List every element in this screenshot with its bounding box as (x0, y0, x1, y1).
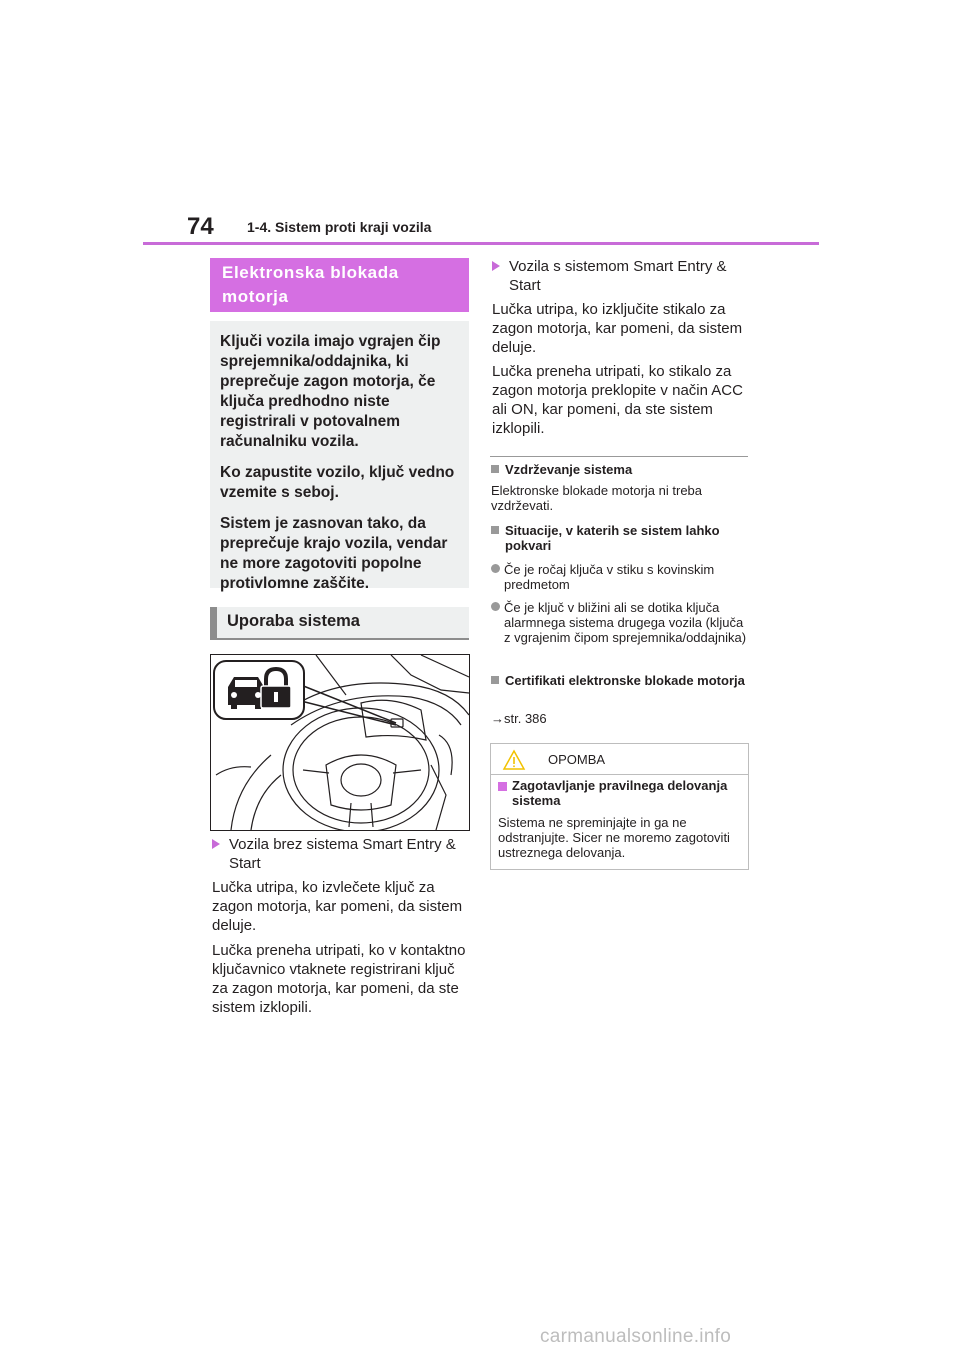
caution-triangle-icon (502, 749, 526, 771)
section-heading-engine-immobilizer (210, 258, 469, 312)
intro-box (210, 321, 469, 592)
section-heading-system-use: Uporaba sistema (210, 607, 469, 640)
note-heading-text: Certifikati elektronske blokade motorja (505, 673, 745, 688)
notes-divider (490, 456, 748, 457)
intro-paragraph: Sistem je zasnovan tako, da preprečuje krajo vozila, vendar ne more zagotoviti popolne protivlomne zaščite. (220, 515, 448, 592)
triangle-bullet-icon (212, 839, 220, 849)
bullet-text: Vozila s sistemom Smart Entry & Start (509, 258, 727, 294)
note-heading-text: Situacije, v katerih se sistem lahko pokvari (505, 523, 720, 553)
dashboard-illustration (210, 654, 470, 831)
notice-title: Zagotavljanje pravilnega delovanja sistema (512, 778, 728, 808)
page-number: 74 (187, 213, 214, 240)
bullet-item (212, 835, 462, 873)
watermark: carmanualsonline.info (540, 1326, 732, 1347)
list-item (491, 562, 749, 592)
notice-label: OPOMBA (548, 752, 606, 767)
intro-paragraph: Ko zapustite vozilo, ključ vedno vzemite s seboj. (220, 464, 455, 501)
notice-box (490, 743, 749, 870)
square-bullet-icon (491, 676, 499, 684)
chapter-title: 1-4. Sistem proti kraji vozila (247, 219, 432, 235)
note-heading (491, 462, 749, 477)
note-heading-text: Vzdrževanje sistema (505, 462, 633, 477)
note-heading (491, 673, 749, 688)
note-heading (491, 523, 749, 553)
list-item (491, 600, 749, 645)
square-bullet-icon (498, 782, 507, 791)
list-item-text: Če je ključ v bližini ali se dotika ključa alarmnega sistema drugega vozila (ključa z vgrajenim čipom sprejemnika/oddajnika) (504, 600, 747, 645)
bullet-text: Vozila brez sistema Smart Entry & Start (229, 836, 456, 872)
body-paragraph: Lučka utripa, ko izvlečete ključ za zagon motorja, kar pomeni, da sistem deluje. (212, 879, 463, 934)
square-bullet-icon (491, 526, 499, 534)
square-bullet-icon (491, 465, 499, 473)
notice-text: Sistema ne spreminjajte in ga ne odstranjujte. Sicer ne moremo zagotoviti ustreznega delovanja. (498, 815, 730, 860)
note-text: Elektronske blokade motorja ni treba vzdrževati. (491, 483, 703, 513)
body-paragraph: Lučka preneha utripati, ko stikalo za zagon motorja preklopite v način ACC ali ON, kar pomeni, da ste sistem izklopili. (492, 363, 743, 437)
page-reference-link[interactable]: →str. 386 (491, 711, 547, 726)
circle-bullet-icon (491, 564, 500, 573)
body-paragraph: Lučka preneha utripati, ko v kontaktno ključavnico vtaknete registrirani ključ za zagon motorja, kar pomeni, da ste sistem izklopili. (212, 942, 466, 1016)
bullet-item (492, 257, 732, 295)
lock-indicator-icon (214, 661, 304, 719)
circle-bullet-icon (491, 602, 500, 611)
notice-header (491, 744, 748, 775)
section-heading-line1: Elektronska blokada (222, 263, 399, 282)
list-item-text: Če je ročaj ključa v stiku s kovinskim predmetom (504, 562, 715, 592)
intro-paragraph: Ključi vozila imajo vgrajen čip sprejemnika/oddajnika, ki preprečuje zagon motorja, če ključa predhodno niste registrirali v potovalnem računalniku vozila. (220, 333, 441, 450)
body-paragraph: Lučka utripa, ko izključite stikalo za zagon motorja, kar pomeni, da sistem deluje. (492, 301, 743, 356)
dashboard-drawing (211, 655, 469, 830)
header-divider (143, 242, 819, 245)
triangle-bullet-icon (492, 261, 500, 271)
section-heading-line2: motorja (222, 287, 289, 306)
